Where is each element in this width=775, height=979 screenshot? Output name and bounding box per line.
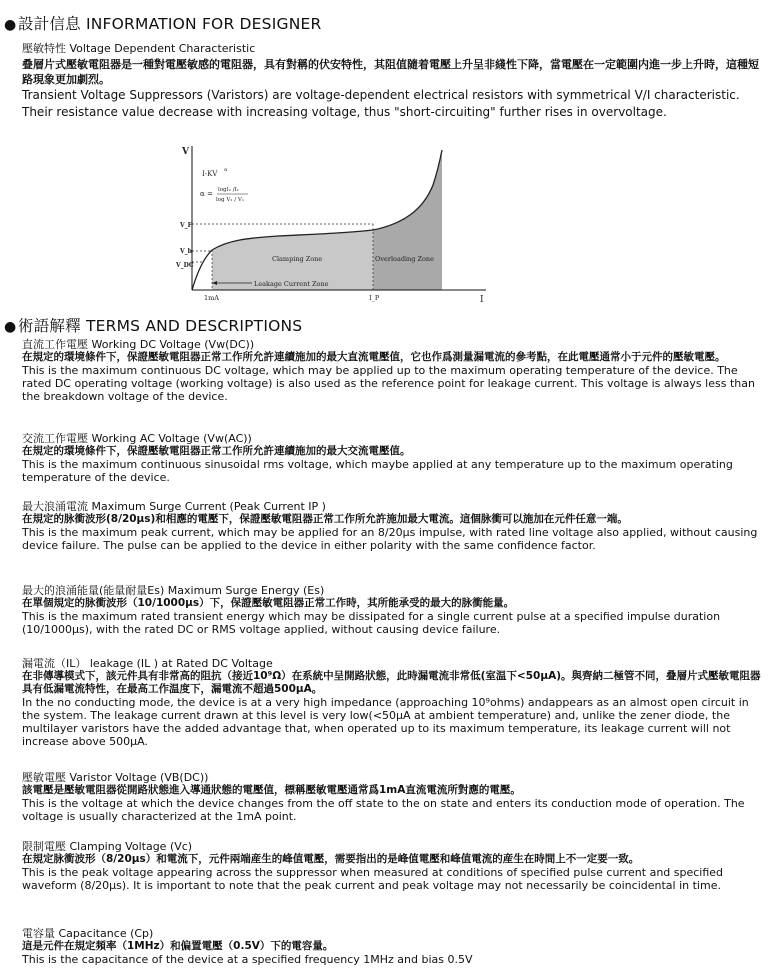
tick-vdc: V_DC [176, 262, 194, 269]
tick-vf: V_F [180, 222, 192, 229]
intro-desc-en: Transient Voltage Suppressors (Varistors) are voltage-dependent electrical resistors with symmetrical V/I characteristic. Their resistance value decrease with increasing voltage, thus "short-circuiting" further rises in overvoltage. [22, 88, 740, 119]
intro-heading-zh: 壓敏特性 [22, 42, 66, 55]
term-heading [22, 584, 762, 597]
section-title-design [4, 12, 321, 34]
tick-1ma: 1mA [204, 294, 219, 302]
term-heading-en: leakage (IL ) at Rated DC Voltage [89, 657, 273, 670]
term-clamping-voltage [22, 840, 762, 892]
term-heading-en: Capacitance (Cp) [58, 927, 154, 940]
term-heading-zh: 電容量 [22, 927, 55, 940]
intro-heading-en: Voltage Dependent Characteristic [69, 42, 256, 55]
leakage-zone-area [192, 250, 212, 290]
term-heading-zh: 交流工作電壓 [22, 432, 88, 445]
term-desc-zh: 在規定的環境條件下，保證壓敏電阻器正常工作所允許連續施加的最大直流電壓值，它也作爲測量漏電流的參考點，在此電壓通常小于元件的壓敏電壓。 [22, 351, 726, 363]
formula-title: I-KV [202, 170, 218, 178]
term-leakage [22, 657, 762, 748]
term-heading-zh: 壓敏電壓 [22, 771, 66, 784]
term-heading [22, 338, 762, 351]
term-heading-zh: 直流工作電壓 [22, 338, 88, 351]
term-heading-en: Clamping Voltage (Vc) [69, 840, 193, 853]
tick-vb: V_b [180, 248, 192, 255]
term-working-ac [22, 432, 762, 484]
term-heading [22, 840, 762, 853]
term-working-dc [22, 338, 762, 403]
intro-block [22, 42, 762, 121]
term-desc-zh: 這是元件在規定頻率（1MHz）和偏置電壓（0.5V）下的電容量。 [22, 940, 334, 952]
y-axis-label: V [182, 147, 189, 157]
term-desc-en: This is the maximum rated transient energy which may be dissipated for a single current pulse at a specified impulse duration (10/1000μs), with the rated DC or RMS voltage applied, without causing device failure. [22, 610, 721, 636]
term-desc-en: In the no conducting mode, the device is at a very high impedance (approaching 10⁹ohms) andappears as an almost open circuit in the system. The leakage current drawn at this level is very low(<50μA at ambient temperature) and, unlike the zener diode, the multilayer varistors have the added advantage that, when operated up to its maximum temperature, its leakage current will not increase above 500μA. [22, 696, 749, 748]
term-heading [22, 927, 762, 940]
bullet-icon: ● [4, 17, 17, 33]
term-desc-zh: 在規定的環境條件下，保證壓敏電阻器正常工作所允許連續施加的最大交流電壓值。 [22, 445, 411, 457]
term-heading [22, 500, 762, 513]
term-heading [22, 657, 762, 670]
term-desc-zh: 在規定脉衝波形（8/20μs）和電流下，元件兩端産生的峰值電壓，需要指出的是峰值電壓和峰值電流的産生在時間上不一定要一致。 [22, 853, 640, 865]
term-desc-zh: 該電壓是壓敏電阻器從開路狀態進入導通狀態的電壓值，標稱壓敏電壓通常爲1mA直流電流所對應的電壓。 [22, 784, 521, 796]
term-heading [22, 432, 762, 445]
term-heading-zh: 漏電流（IL） [22, 657, 87, 670]
term-desc-en: This is the peak voltage appearing across the suppressor when measured at conditions of specified pulse current and specified waveform (8/20μs). It is important to note that the peak current and peak voltage may not necessarily be coincidental in time. [22, 866, 724, 892]
term-desc-en: This is the voltage at which the device changes from the off state to the on state and enters its conduction mode of operation. The voltage is usually characterized at the 1mA point. [22, 797, 745, 823]
label-overloading-zone: Overloading Zone [375, 255, 434, 263]
term-heading-en: Working DC Voltage (Vw(DC)) [91, 338, 255, 351]
tick-ip: I_P [369, 294, 380, 302]
formula-denominator: log V₂ / V₁ [216, 197, 245, 203]
section-title-en: INFORMATION FOR DESIGNER [85, 15, 322, 33]
term-heading-zh: 限制電壓 [22, 840, 66, 853]
vi-chart-svg [168, 140, 508, 308]
term-heading-en: Maximum Surge Energy (Es) [167, 584, 325, 597]
term-desc-en: This is the maximum continuous sinusoidal rms voltage, which maybe applied at any temperature up to the maximum operating temperature of the device. [22, 458, 733, 484]
x-axis-label: I [480, 295, 484, 305]
term-capacitance [22, 927, 762, 966]
term-desc-en: This is the maximum peak current, which may be applied for an 8/20μs impulse, with rated line voltage also applied, without causing device failure. The pulse can be applied to the device in either polarity with the same confidence factor. [22, 526, 758, 552]
term-desc-en: This is the capacitance of the device at a specified frequency 1MHz and bias 0.5V [22, 953, 473, 966]
formula-numerator: logI₂ /I₁ [218, 187, 239, 193]
term-max-surge-current [22, 500, 762, 552]
formula-lhs: α = [200, 190, 213, 198]
label-clamping-zone: Clamping Zone [272, 255, 323, 263]
overloading-zone-area [373, 150, 442, 290]
term-desc-en: This is the maximum continuous DC voltage, which may be applied up to the maximum operating temperature of the device. The rated DC operating voltage (working voltage) is also used as the reference point for leakage current. This voltage is always less than the breakdown voltage of the device. [22, 364, 755, 403]
section-title-terms [4, 314, 302, 336]
term-max-surge-energy [22, 584, 762, 636]
section-title-en: TERMS AND DESCRIPTIONS [85, 317, 303, 335]
term-heading [22, 771, 762, 784]
formula-exponent: α [224, 167, 228, 173]
term-desc-zh: 在非傳導模式下，該元件具有非常高的阻抗（接近10⁹Ω）在系統中呈開路狀態，此時漏電流非常低(室温下<50μA)。與齊納二極管不同，叠層片式壓敏電阻器具有低漏電流特性，在最高工作温度下，漏電流不超過500μA。 [22, 670, 761, 695]
label-leakage-zone: Leakage Current Zone [254, 280, 329, 288]
term-desc-zh: 在單個規定的脉衝波形（10/1000μs）下，保證壓敏電阻器正常工作時，其所能承受的最大的脉衝能量。 [22, 597, 515, 609]
vi-characteristic-chart [168, 140, 508, 308]
term-heading-zh: 最大的浪涌能量(能量耐量Es) [22, 584, 165, 597]
intro-heading [22, 42, 762, 55]
term-desc-zh: 在規定的脉衝波形(8/20μs)和相應的電壓下，保證壓敏電阻器正常工作所允許施加最大電流。這個脉衝可以施加在元件任意一端。 [22, 513, 628, 525]
term-heading-en: Working AC Voltage (Vw(AC)) [91, 432, 252, 445]
term-heading-zh: 最大浪涌電流 [22, 500, 88, 513]
term-heading-en: Maximum Surge Current (Peak Current IP ) [91, 500, 326, 513]
term-heading-en: Varistor Voltage (VB(DC)) [69, 771, 209, 784]
section-title-zh: 設計信息 [18, 15, 81, 33]
intro-desc-zh: 叠層片式壓敏電阻器是一種對電壓敏感的電阻器，具有對稱的伏安特性，其阻值隨着電壓上升呈非綫性下降，當電壓在一定範圍内進一步上升時，這種短路現象更加劇烈。 [22, 58, 759, 86]
bullet-icon: ● [4, 319, 17, 335]
term-varistor-voltage [22, 771, 762, 823]
section-title-zh: 術語解釋 [18, 317, 81, 335]
